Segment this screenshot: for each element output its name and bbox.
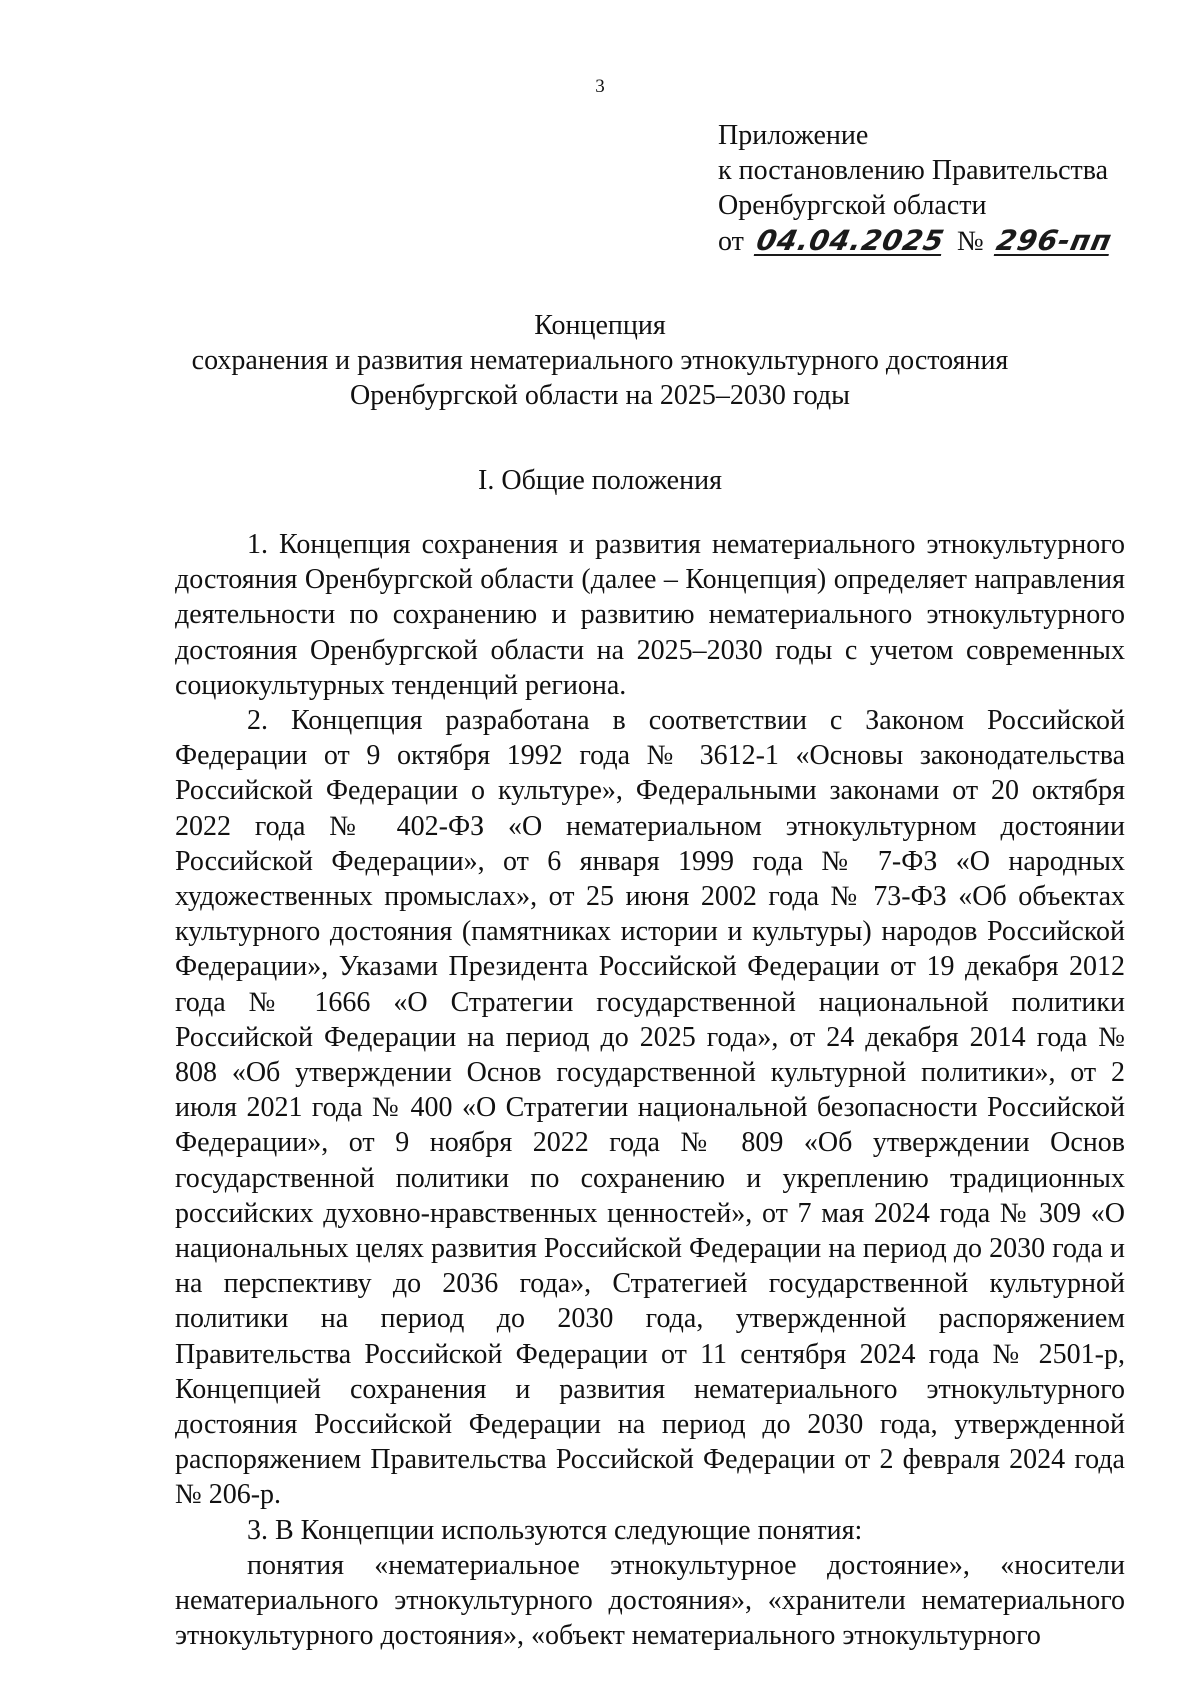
title-line-1: Концепция	[534, 310, 666, 341]
section-heading: I. Общие положения	[478, 465, 722, 496]
handwritten-number: 296-пп	[993, 224, 1116, 257]
title-line-2: сохранения и развития нематериального этнокультурного достояния	[191, 345, 1009, 376]
paragraph-4: понятия «нематериальное этнокультурное достояние», «носители нематериального этнокультурного достояния», «хранители нематериального этнокультурного достояния», «объект нематериального этнокультурного	[175, 1549, 1125, 1652]
handwritten-date: 04.04.2025	[753, 224, 948, 257]
appendix-date-line	[718, 223, 1118, 259]
paragraph-2: 2. Концепция разработана в соответствии с Законом Российской Федерации от 9 октября 1992 года № 3612-1 «Основы законодательства Российской Федерации о культуре», Федеральными законами от 20 октября 2022 года № 402-ФЗ «О нематериальном этнокультурном достоянии Российской Федерации», от 6 января 1999 года № 7-ФЗ «О народных художественных промыслах», от 25 июня 2002 года № 73-ФЗ «Об объектах культурного достояния (памятниках истории и культуры) народов Российской Федерации», Указами Президента Российской Федерации от 19 декабря 2012 года № 1666 «О Стратегии государственной национальной политики Российской Федерации на период до 2025 года», от 24 декабря 2014 года № 808 «Об утверждении Основ государственной культурной политики», от 2 июля 2021 года № 400 «О Стратегии национальной безопасности Российской Федерации», от 9 ноября 2022 года № 809 «Об утверждении Основ государственной политики по сохранению и укреплению традиционных российских духовно-нравственных ценностей», от 7 мая 2024 года № 309 «О национальных целях развития Российской Федерации на период до 2030 года и на перспективу до 2036 года», Стратегией государственной культурной политики на период до 2030 года, утвержденной распоряжением Правительства Российской Федерации от 11 сентября 2024 года № 2501-р, Концепцией сохранения и развития нематериального этнокультурного достояния Российской Федерации на период до 2030 года, утвержденной распоряжением Правительства Российской Федерации от 2 февраля 2024 года № 206-р.	[175, 705, 1125, 1511]
appendix-line-3: Оренбургской области	[718, 190, 987, 221]
date-prefix: от	[718, 226, 744, 257]
page-number: 3	[595, 76, 605, 97]
body-text	[175, 527, 1125, 1654]
document-title	[0, 308, 1200, 413]
paragraph-1: 1. Концепция сохранения и развития нематериального этнокультурного достояния Оренбургской области (далее – Концепция) определяет направления деятельности по сохранению и развитию нематериального этнокультурного достояния Оренбургской области на 2025–2030 годы с учетом современных социокультурных тенденций региона.	[175, 529, 1125, 701]
appendix-block	[718, 118, 1118, 259]
appendix-line-1: Приложение	[718, 120, 869, 151]
paragraph-3: 3. В Концепции используются следующие понятия:	[247, 1514, 863, 1546]
number-sign: №	[957, 226, 984, 257]
appendix-line-2: к постановлению Правительства	[718, 155, 1109, 186]
title-line-3: Оренбургской области на 2025–2030 годы	[350, 380, 850, 411]
